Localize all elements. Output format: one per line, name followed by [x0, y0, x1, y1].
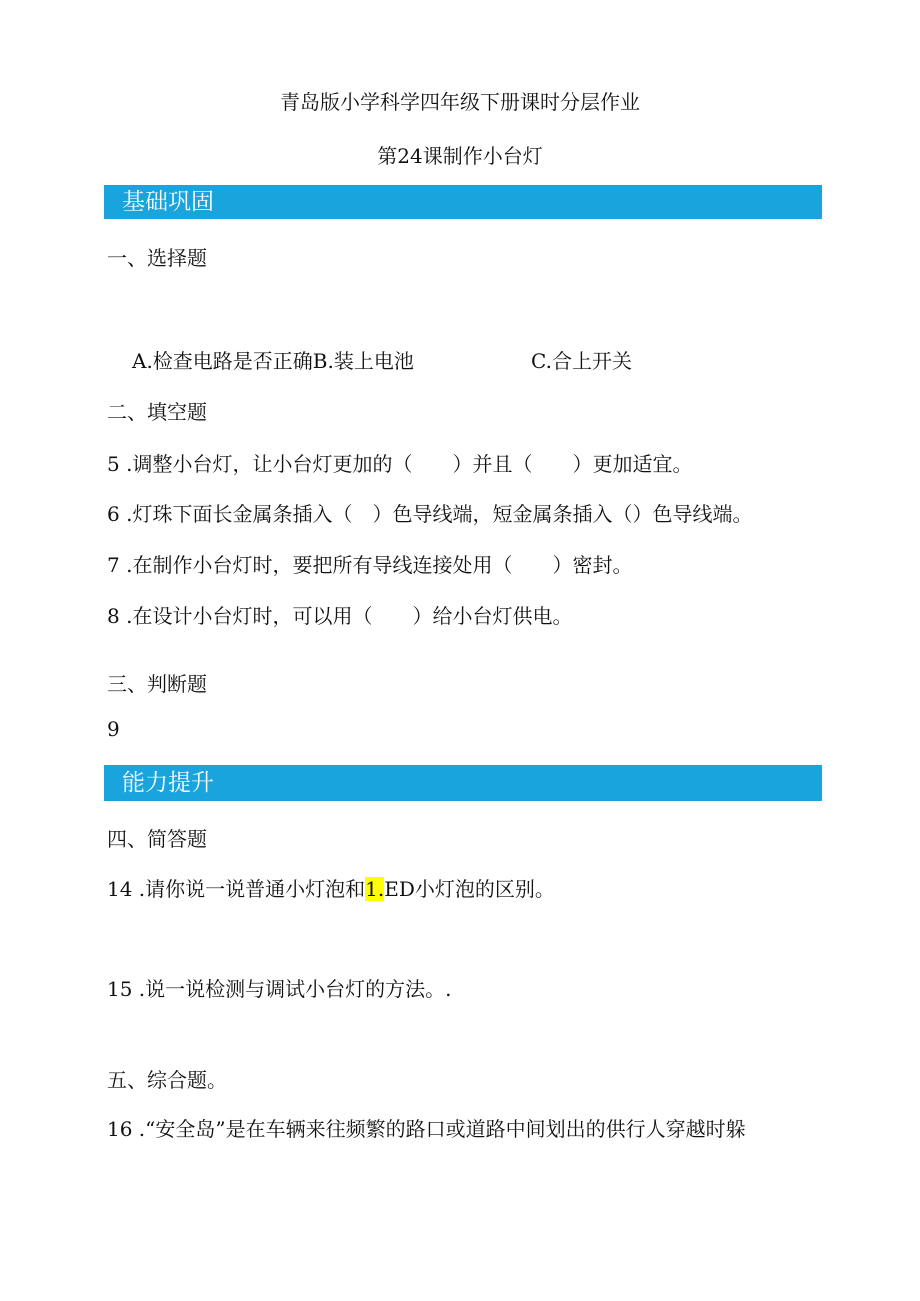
section-band-basic: 基础巩固	[104, 185, 822, 219]
question-14	[107, 873, 555, 902]
question-5: 5 .调整小台灯，让小台灯更加的（ ）并且（ ）更加适宜。	[107, 452, 693, 476]
question-7: 7 .在制作小台灯时，要把所有导线连接处用（ ）密封。	[107, 553, 633, 577]
question-8: 8 .在设计小台灯时，可以用（ ）给小台灯供电。	[107, 604, 573, 628]
section-heading-short-answer: 四、简答题	[107, 827, 207, 851]
question-6: 6 .灯珠下面长金属条插入（ ）色导线端，短金属条插入（）色导线端。	[107, 502, 753, 526]
choice-option-a-b: A.检查电路是否正确B.装上电池	[132, 349, 414, 373]
question-14-text: 14 .请你说一说普通小灯泡和	[107, 877, 366, 901]
question-14-text-end: ED小灯泡的区别。	[384, 877, 555, 901]
question-9: 9	[107, 717, 120, 741]
section-heading-fill: 二、填空题	[107, 400, 207, 424]
document-title: 青岛版小学科学四年级下册课时分层作业	[280, 90, 640, 114]
question-15: 15 .说一说检测与调试小台灯的方法。.	[107, 977, 452, 1001]
choice-option-c: C.合上开关	[531, 349, 632, 373]
section-band-advanced: 能力提升	[104, 765, 822, 801]
section-heading-judge: 三、判断题	[107, 672, 207, 696]
section-heading-choice: 一、选择题	[107, 246, 207, 270]
lesson-title: 第24课制作小台灯	[377, 144, 543, 168]
highlighted-text: 1.	[365, 877, 385, 901]
question-16: 16 .“安全岛”是在车辆来往频繁的路口或道路中间划出的供行人穿越时躲	[107, 1117, 746, 1141]
section-heading-comprehensive: 五、综合题。	[107, 1068, 227, 1092]
